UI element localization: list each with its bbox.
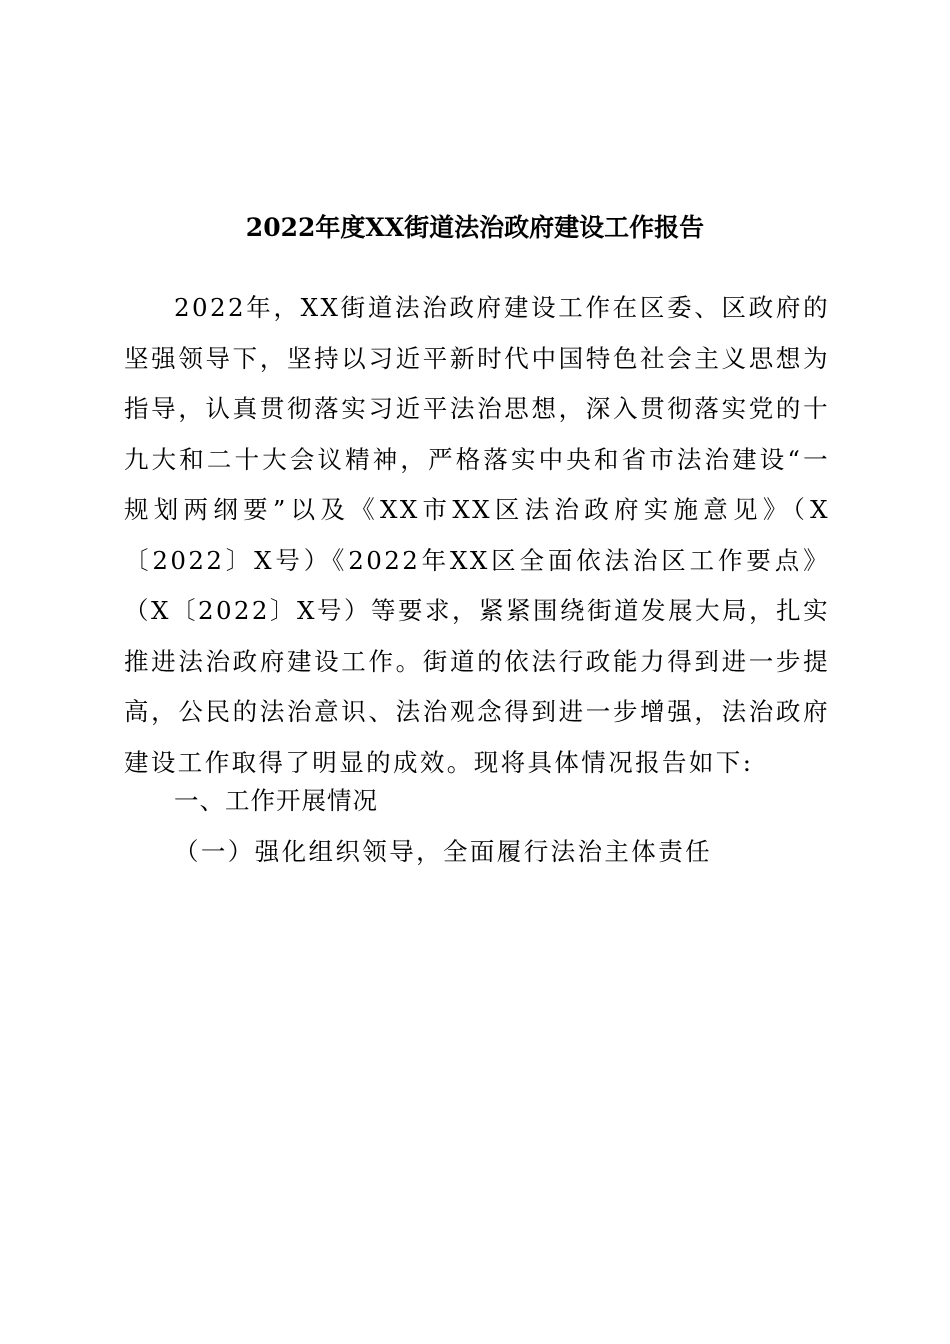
section-heading: 一、工作开展情况 xyxy=(174,786,378,815)
document-body xyxy=(124,283,830,788)
body-paragraph: 2022年，XX街道法治政府建设工作在区委、区政府的坚强领导下，坚持以习近平新时代中国特色社会主义思想为指导，认真贯彻落实习近平法治思想，深入贯彻落实党的十九大和二十大会议精神，严格落实中央和省市法治建设“一规划两纲要”以及《XX市XX区法治政府实施意见》（X〔2022〕X号）《2022年XX区全面依法治区工作要点》（X〔2022〕X号）等要求，紧紧围绕街道发展大局，扎实推进法治政府建设工作。街道的依法行政能力得到进一步提高，公民的法治意识、法治观念得到进一步增强，法治政府建设工作取得了明显的成效。现将具体情况报告如下: xyxy=(124,293,830,777)
subsection-heading: （一）强化组织领导，全面履行法治主体责任 xyxy=(174,837,712,866)
document-title: 2022年度XX街道法治政府建设工作报告 xyxy=(245,213,705,242)
